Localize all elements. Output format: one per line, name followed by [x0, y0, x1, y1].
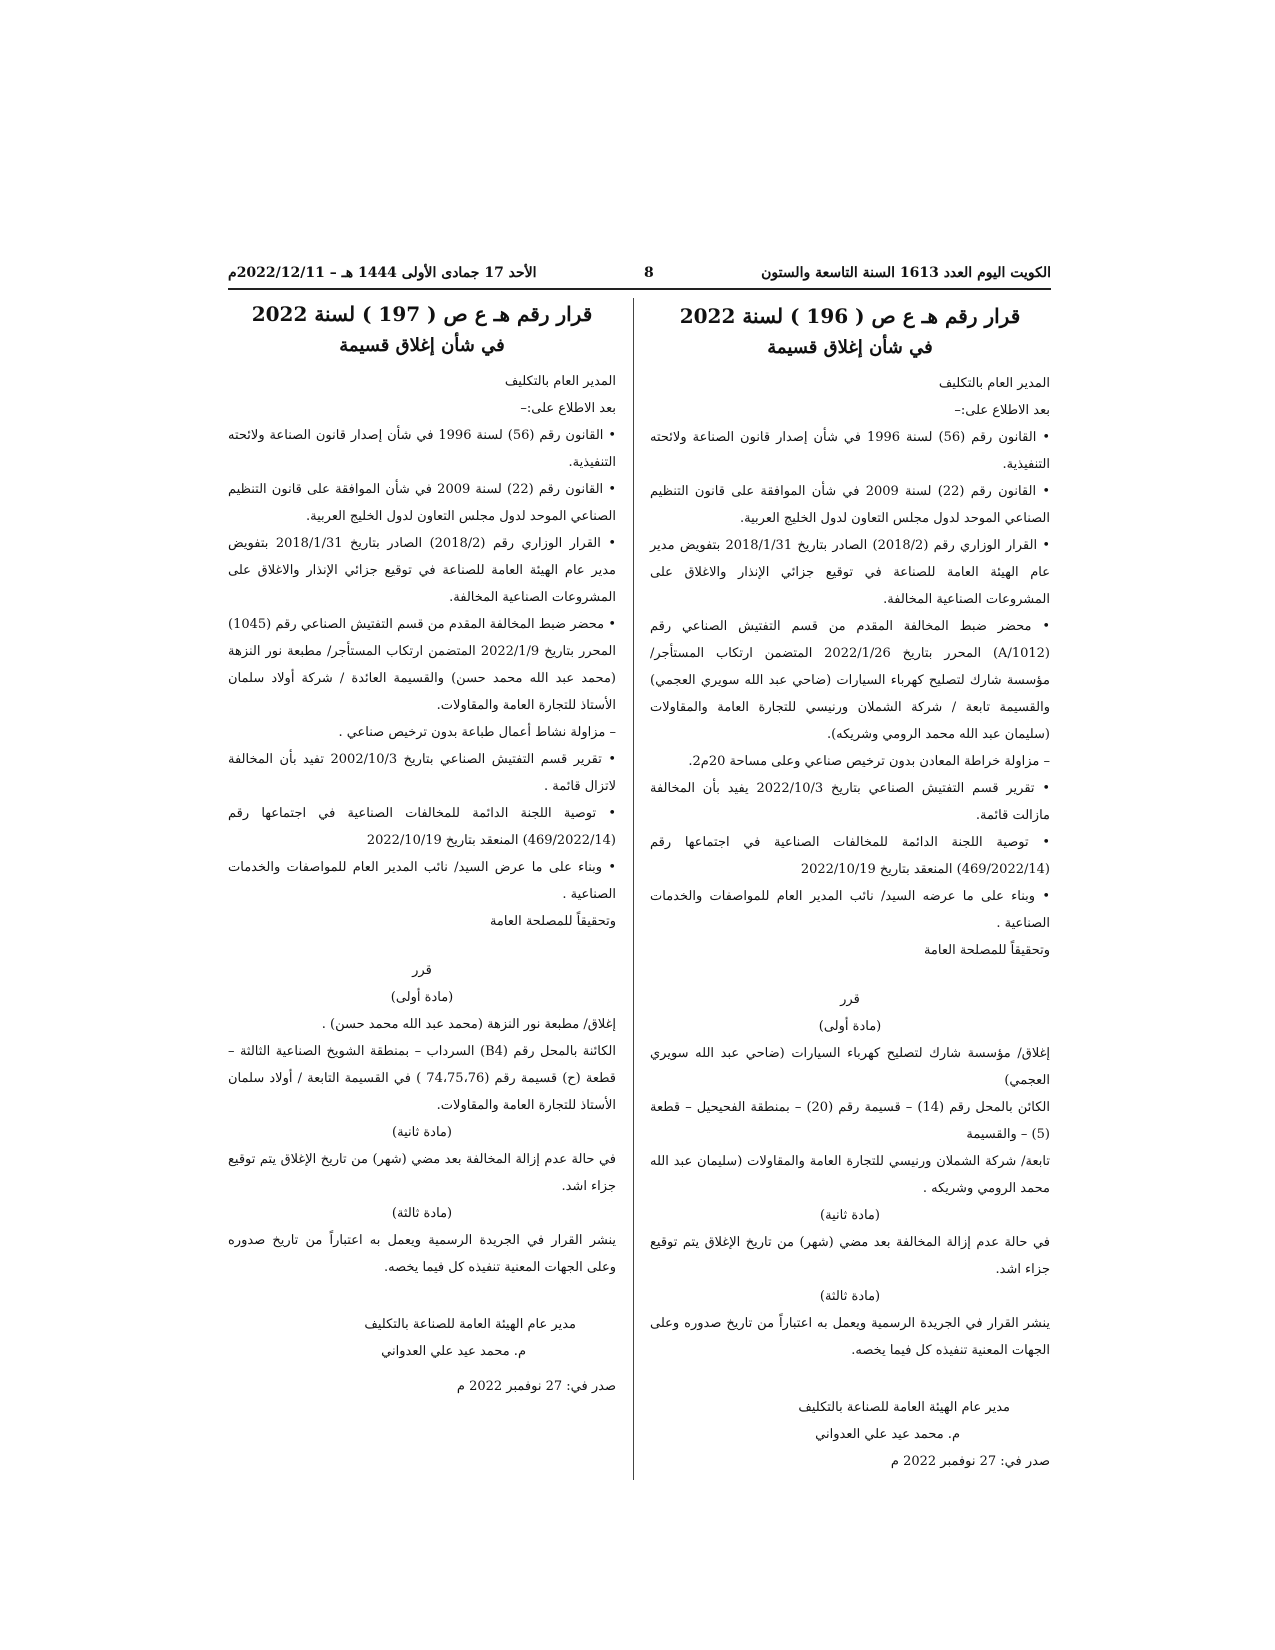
decision-196-authority: المدير العام بالتكليف — [938, 376, 1050, 391]
decision-196-review-intro: بعد الاطلاع على:– — [954, 403, 1050, 418]
decision-197-authority: المدير العام بالتكليف — [504, 374, 616, 389]
header-page-number: 8 — [643, 265, 654, 281]
decision-197-title: قرار رقم هـ ع ص ( 197 ) لسنة 2022 — [251, 302, 593, 326]
decision-196-article1-heading: (مادة أولى) — [818, 1019, 882, 1034]
decision-196-recital: – مزاولة خراطة المعادن بدون ترخيص صناعي وعلى مساحة 20م2. — [688, 754, 1050, 769]
column-divider — [633, 298, 634, 1480]
decision-196-signatory-title: مدير عام الهيئة العامة للصناعة بالتكليف — [798, 1400, 1010, 1415]
decision-197-article1-text: إغلاق/ مطبعة نور النزهة (محمد عبد الله محمد حسن) . — [321, 1017, 616, 1032]
decision-197-column — [228, 298, 616, 1400]
decision-197-recital: • محضر ضبط المخالفة المقدم من قسم التفتيش الصناعي رقم (1045) المحرر بتاريخ 2022/1/9 المتضمن ارتكاب المستأجر/ مطبعة نور النزهة (محمد عبد الله محمد حسن) والقسيمة العائدة / شركة أولاد سلمان الأستاذ للتجارة العامة والمقاولات. — [228, 617, 616, 713]
decision-196-issued-date: صدر في: 27 نوفمبر 2022 م — [890, 1454, 1050, 1469]
decision-196-recital: • القانون رقم (56) لسنة 1996 في شأن إصدار قانون الصناعة ولائحته التنفيذية. — [650, 430, 1050, 472]
decision-196-article1-location: الكائن بالمحل رقم (14) – قسيمة رقم (20) – بمنطقة الفحيحيل – قطعة (5) – والقسيمة — [650, 1100, 1050, 1142]
decision-197-recital: • القانون رقم (56) لسنة 1996 في شأن إصدار قانون الصناعة ولائحته التنفيذية. — [228, 428, 616, 470]
decision-197-recital: • وبناء على ما عرض السيد/ نائب المدير العام للمواصفات والخدمات الصناعية . — [228, 860, 616, 902]
decision-196-subtitle: في شأن إغلاق قسيمة — [767, 337, 933, 358]
decision-196-column — [650, 298, 1050, 1475]
decision-197-article3-text: ينشر القرار في الجريدة الرسمية ويعمل به اعتباراً من تاريخ صدوره وعلى الجهات المعنية تنفيذه كل فيما يخصه. — [228, 1233, 616, 1275]
decision-197-issued-date: صدر في: 27 نوفمبر 2022 م — [456, 1379, 616, 1394]
decision-197-article1-location: الكائنة بالمحل رقم (B4) السرداب – بمنطقة الشويخ الصناعية الثالثة – قطعة (ح) قسيمة رقم (74،75،76 ) في القسيمة التابعة / أولاد سلمان الأستاذ للتجارة العامة والمقاولات. — [228, 1044, 616, 1113]
decision-197-public-interest: وتحقيقاً للمصلحة العامة — [489, 914, 616, 929]
decision-196-article2-text: في حالة عدم إزالة المخالفة بعد مضي (شهر) من تاريخ الإغلاق يتم توقيع جزاء اشد. — [650, 1235, 1050, 1277]
decision-196-article2-heading: (مادة ثانية) — [820, 1208, 880, 1223]
decision-197-subtitle: في شأن إغلاق قسيمة — [339, 335, 505, 356]
decision-197-article2-text: في حالة عدم إزالة المخالفة بعد مضي (شهر) من تاريخ الإغلاق يتم توقيع جزاء اشد. — [228, 1152, 616, 1194]
decision-197-signatory-name: م. محمد عيد علي العدواني — [381, 1344, 526, 1359]
decision-197-recital: • القانون رقم (22) لسنة 2009 في شأن الموافقة على قانون التنظيم الصناعي الموحد لدول مجلس التعاون لدول الخليج العربية. — [228, 482, 616, 524]
page-header — [228, 260, 1051, 286]
decision-196-article3-text: ينشر القرار في الجريدة الرسمية ويعمل به اعتباراً من تاريخ صدوره وعلى الجهات المعنية تنفيذه كل فيما يخصه. — [650, 1316, 1050, 1358]
decision-197-article3-heading: (مادة ثالثة) — [391, 1206, 453, 1221]
decision-196-recital: • تقرير قسم التفتيش الصناعي بتاريخ 2022/10/3 يفيد بأن المخالفة مازالت قائمة. — [650, 781, 1051, 823]
decision-196-article1-text: إغلاق/ مؤسسة شارك لتصليح كهرباء السيارات (ضاحي عبد الله سويري العجمي) — [650, 1046, 1050, 1088]
header-publication-info: الكويت اليوم العدد 1613 السنة التاسعة والستون — [761, 265, 1051, 281]
decision-196-recital: • وبناء على ما عرضه السيد/ نائب المدير العام للمواصفات والخدمات الصناعية . — [650, 889, 1050, 931]
decision-197-article2-heading: (مادة ثانية) — [392, 1125, 452, 1140]
decision-196-decided: قرر — [840, 992, 860, 1007]
decision-196-article1-location: تابعة/ شركة الشملان ورنيسي للتجارة العامة والمقاولات (سليمان عبد الله محمد الرومي وشريكه . — [650, 1154, 1050, 1196]
decision-196-signatory-name: م. محمد عيد علي العدواني — [815, 1427, 960, 1442]
decision-196-title: قرار رقم هـ ع ص ( 196 ) لسنة 2022 — [679, 304, 1021, 328]
decision-197-recital: • توصية اللجنة الدائمة للمخالفات الصناعية في اجتماعها رقم (469/2022/14) المنعقد بتاريخ 2022/10/19 — [228, 806, 616, 848]
decision-196-recital: • توصية اللجنة الدائمة للمخالفات الصناعية في اجتماعها رقم (469/2022/14) المنعقد بتاريخ 2022/10/19 — [650, 835, 1050, 877]
header-date: الأحد 17 جمادى الأولى 1444 هـ – 2022/12/11م — [228, 265, 537, 281]
decision-196-recital: • محضر ضبط المخالفة المقدم من قسم التفتيش الصناعي رقم (1012/A) المحرر بتاريخ 2022/1/26 المتضمن ارتكاب المستأجر/ مؤسسة شارك لتصليح كهرباء السيارات (ضاحي عبد الله سويري العجمي) والقسيمة تابعة / شركة الشملان ورنيسي للتجارة العامة والمقاولات (سليمان عبد الله محمد الرومي وشريكه). — [650, 619, 1050, 742]
decision-196-recital: • القرار الوزاري رقم (2018/2) الصادر بتاريخ 2018/1/31 بتفويض مدير عام الهيئة العامة للصناعة في توقيع جزائي الإنذار والاغلاق على المشروعات الصناعية المخالفة. — [650, 538, 1050, 607]
decision-197-signatory-title: مدير عام الهيئة العامة للصناعة بالتكليف — [364, 1317, 576, 1332]
decision-196-public-interest: وتحقيقاً للمصلحة العامة — [923, 943, 1050, 958]
decision-196-article3-heading: (مادة ثالثة) — [819, 1289, 881, 1304]
decision-197-recital: • القرار الوزاري رقم (2018/2) الصادر بتاريخ 2018/1/31 بتفويض مدير عام الهيئة العامة للصناعة في توقيع جزائي الإنذار والاغلاق على المشروعات الصناعية المخالفة. — [228, 536, 616, 605]
decision-197-review-intro: بعد الاطلاع على:– — [520, 401, 616, 416]
header-rule — [228, 288, 1051, 290]
decision-197-article1-heading: (مادة أولى) — [390, 990, 454, 1005]
decision-197-decided: قرر — [412, 963, 432, 978]
decision-196-recital: • القانون رقم (22) لسنة 2009 في شأن الموافقة على قانون التنظيم الصناعي الموحد لدول مجلس التعاون لدول الخليج العربية. — [650, 484, 1050, 526]
decision-197-recital: • تقرير قسم التفتيش الصناعي بتاريخ 2002/10/3 تفيد بأن المخالفة لاتزال قائمة . — [228, 752, 617, 794]
decision-197-recital: – مزاولة نشاط أعمال طباعة بدون ترخيص صناعي . — [338, 725, 616, 740]
